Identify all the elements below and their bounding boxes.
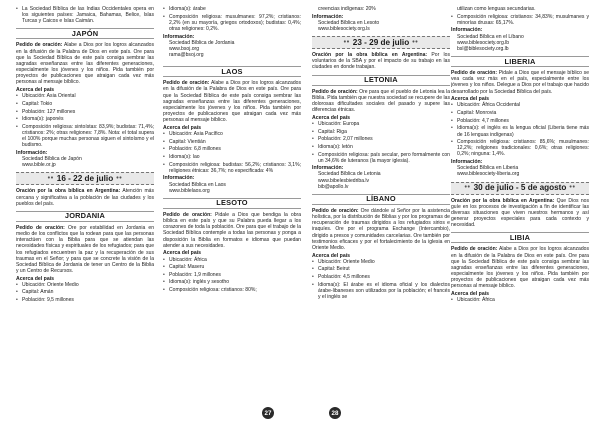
dots-right: •• <box>116 174 123 182</box>
facts-heading: Acerca del país <box>16 275 55 282</box>
fact-item: • Ubicación: Asia Oriental <box>16 93 154 99</box>
letonia-info <box>312 165 450 190</box>
prayer-text: Ore por estabilidad en Jordania en medio de los conflictos que la rodean para que las personas interactúen con la Biblia para que se atiendan las necesidades físicas y espirituales de los refugiados; para que los refugiados encuentren la paz y la recuperación de sus traumas en el Señor; y para que se concrete la visión de la Sociedad Bíblica de Jordania de tener un Centro de la Biblia y un Centro de Recursos. <box>16 224 154 274</box>
japon-prayer <box>16 42 154 85</box>
lesoto-prayer <box>163 212 301 249</box>
facts-heading: Acerca del país <box>312 252 351 259</box>
facts-heading: Acerca del país <box>16 87 55 94</box>
fact-item: • Población: 6,8 millones <box>163 146 301 152</box>
letonia-heading: LETONIA <box>312 75 450 86</box>
facts-heading: Acerca del país <box>312 114 351 121</box>
info-heading: Información: <box>312 165 344 172</box>
page-number-right: 28 <box>329 407 341 419</box>
argentina-prayer <box>312 52 450 70</box>
argentina-prayer <box>451 198 589 229</box>
fact-item: • Población: 4,7 millones <box>451 118 589 124</box>
prayer-label: Pedido de oración: <box>16 42 63 49</box>
liberia-heading: LIBERIA <box>451 56 589 67</box>
info-heading: Información: <box>451 159 483 166</box>
column-4 <box>451 6 589 305</box>
info-email[interactable]: rama@bsoj.org <box>169 52 204 59</box>
fact-item: • Capital: Amán <box>16 289 154 295</box>
fact-item: • Composición religiosa: cristianos: 85,6%; musulmanes: 12,2%; religiones tradicionales: 0,6%; otras religiones: 0,2%; ninguna: 1,4%. <box>451 139 589 157</box>
date-text: 16 - 22 de julio <box>56 173 114 183</box>
libano-info <box>451 27 589 52</box>
prayer-label: Pedido de oración: <box>451 70 498 77</box>
prayer-label: Pedido de oración: <box>312 207 359 214</box>
facts-heading: Acerca del país <box>451 290 490 297</box>
fact-item: • Ubicación: Oriente Medio <box>312 259 450 265</box>
fact-item: • Ubicación: África <box>451 297 589 303</box>
fact-item: • Ubicación: Asia Pacífico <box>163 131 301 137</box>
libano-heading: LÍBANO <box>312 194 450 205</box>
prayer-label: Pedido de oración: <box>451 246 498 253</box>
info-email[interactable]: bsl@biblesociety.org.lb <box>457 45 509 52</box>
date-text: 30 de julio - 5 de agosto <box>473 183 567 193</box>
date-band-30-julio-5-agosto <box>451 182 589 195</box>
fact-item: • Composición religiosa: budistas: 56,2%; cristianos: 3,1%; religiones étnicas: 36,7%; no especificada: 4% <box>163 162 301 174</box>
laos-info <box>163 175 301 193</box>
fact-tail: creencias indígenas: 20% <box>318 6 376 12</box>
info-line: Sociedad Bíblica de Letonia <box>318 171 381 178</box>
libia-heading: LIBIA <box>451 232 589 243</box>
fact-item: • Población: 127 millones <box>16 109 154 115</box>
argentina-label: Oración por la obra bíblica en Argentina: <box>16 188 121 195</box>
fact-item: • Ubicación: África <box>163 257 301 263</box>
prayer-text: Alabe a Dios por los logros alcanzados en la difusión de la Palabra de Dios en este país. Ore para que la Sociedad Bíblica de este país consiga sembrar las sagradas enseñanzas entre las diferentes generaciones, especialmente los jóvenes y los niños. Pida también por proyectos de publicaciones que atraigan cada vez más personas al mensaje bíblico. <box>163 80 301 124</box>
fact-item: • Composición religiosa: musulmanes: 97,2%; cristianos: 2,2% (en su mayoría, griegos ortodoxos); budistas: 0,4%; otras religiones: 0,2%. <box>163 14 301 32</box>
info-link[interactable]: www.biblesociety.org.ls <box>318 25 370 32</box>
fact-item: • Ubicación: África Occidental <box>451 102 589 108</box>
letonia-prayer <box>312 89 450 114</box>
prayer-text: Ore para que el pueblo de Letonia lea la Biblia. Pida también que nuestra sociedad se recupere de las dolorosas dificultades sociales del pasado y supere las diferencias étnicas. <box>312 88 450 114</box>
libano-prayer <box>312 208 450 251</box>
lesoto-info <box>312 14 450 32</box>
liberia-prayer <box>451 70 589 95</box>
fact-item: • Composición religiosa: país secular, pero formalmente con un 34,6% de luteranos (la mayor iglesia). <box>312 152 450 164</box>
column-1 <box>16 6 154 305</box>
prayer-label: Pedido de oración: <box>163 211 212 218</box>
liberia-info <box>451 159 589 177</box>
jordania-prayer <box>16 225 154 274</box>
dots-right: •• <box>569 184 576 192</box>
prayer-text: Alabe a Dios por los logros alcanzados en la difusión de la Palabra de Dios en este país. Ore para que la Sociedad Bíblica de este país consiga sembrar las sagradas enseñanzas entre las diferentes generaciones, especialmente los jóvenes y los niños. Pida también por proyectos de publicaciones que atraigan cada vez más personas al mensaje bíblico. <box>451 246 589 290</box>
jordania-info <box>163 34 301 59</box>
info-line: Sociedad Bíblica en Liberia <box>457 165 519 172</box>
lesoto-heading: LESOTO <box>163 198 301 209</box>
facts-heading: Acerca del país <box>163 124 202 131</box>
info-heading: Información: <box>163 175 195 182</box>
page-number-left: 27 <box>262 407 274 419</box>
dots-left: •• <box>464 184 471 192</box>
date-band-16-22-julio <box>16 172 154 185</box>
argentina-label: Oración por la obra bíblica en Argentina: <box>451 197 555 204</box>
fact-item: • Población: 1,9 millones <box>163 272 301 278</box>
fact-item: • Idioma(s): letón <box>312 144 450 150</box>
spacer <box>163 58 301 62</box>
prayer-label: Pedido de oración: <box>163 80 210 87</box>
japon-info <box>16 150 154 168</box>
prayer-text: Alabe a Dios por los logros alcanzados en la difusión de la Palabra de Dios en este país. Ore para que la Sociedad Bíblica de este país consiga sembrar las sagradas enseñanzas entre las diferentes generaciones, especialmente los jóvenes y los niños. Pida también por proyectos de publicaciones que atraigan cada vez más personas al mensaje bíblico. <box>16 42 154 86</box>
info-link[interactable]: www.bible.or.jp <box>22 162 56 169</box>
fact-item: • Capital: Riga <box>312 129 450 135</box>
info-line: Sociedad Bíblica en Lesoto <box>318 19 380 26</box>
info-line: Sociedad Bíblica de Jordania <box>169 39 235 46</box>
prayer-label: Pedido de oración: <box>312 88 358 95</box>
fact-item: • Capital: Vientián <box>163 139 301 145</box>
facts-heading: Acerca del país <box>451 96 490 103</box>
japon-heading: JAPÓN <box>16 28 154 39</box>
date-band-23-29-julio <box>312 36 450 49</box>
prayer-text: Ore dándole al Señor por la asistencia holística, por la distribución de Biblias y por los programas de recuperación de traumas dirigidos a los refugiados sirios e iraquíes. Ore por el programa Exchange (Intercambio), dirigido a presos y comunidades carcelarias. Ore también por testimonios eficaces y por el fortalecimiento de la iglesia en Oriente Medio. <box>312 207 450 251</box>
dots-left: •• <box>343 38 350 46</box>
column-2 <box>163 6 301 295</box>
date-text: 23 - 29 de julio <box>352 37 410 47</box>
info-link[interactable]: www.bsoj.org <box>169 45 200 52</box>
fact-item: • Ubicación: Oriente Medio <box>16 282 154 288</box>
info-heading: Información: <box>16 149 48 156</box>
argentina-text: Por los voluntarios de la SBA y por el impacto de su trabajo en las ciudades en donde trabajan. <box>312 52 450 71</box>
facts-heading: Acerca del país <box>163 250 202 257</box>
column-3 <box>312 6 450 302</box>
fact-item: • Idioma(s): árabe <box>163 6 301 12</box>
prayer-text: Pidale a Dios que bendiga la obra bíblica en este país y que su Palabra pueda llegar a los corazones de toda la población. Ore para que el trabajo de la Sociedad Bíblica contemple a todas las personas y ponga a disposición la Biblia en formatos e idiomas que puedan atender a sus necesidades. <box>163 211 301 249</box>
info-line: Sociedad Bíblica en el Líbano <box>457 33 524 40</box>
argentina-text: Que Dios nos guíe en los procesos de investigación a fin de identificar las diversas situaciones que viven nuestros hermanos y así generar proyectos especiales para cada contexto y necesidad. <box>451 197 589 229</box>
fact-item: • Ubicación: Europa <box>312 121 450 127</box>
fact-item: • Población: 4,5 millones <box>312 274 450 280</box>
fact-item: • Idioma(s): el inglés es la lengua oficial (Liberia tiene más de 16 lenguas indígenas) <box>451 125 589 137</box>
fact-item: • Idioma(s): lao <box>163 154 301 160</box>
fact-item: • Capital: Monrovia <box>451 110 589 116</box>
argentina-prayer <box>16 188 154 206</box>
info-link[interactable]: www.bibelesbiedriba.lv <box>318 177 370 184</box>
fact-item: • Idioma(s): japonés <box>16 116 154 122</box>
laos-heading: LAOS <box>163 66 301 77</box>
fact-item: • Capital: Tokio <box>16 101 154 107</box>
fact-item: • Capital: Beirut <box>312 266 450 272</box>
fact-item: • Idioma(s): El árabe es el idioma oficial y los dialectos árabe-libaneses son utilizados por la población; el francés y el inglés se <box>312 282 450 300</box>
jordania-heading: JORDANIA <box>16 211 154 222</box>
info-line: Sociedad Bíblica de Japón <box>22 156 82 163</box>
argentina-text: Atención más cercana y significativa a la población de las ciudades y los pueblos del país. <box>16 188 154 207</box>
fact-item: • Composición religiosa: cristianos: 34,83%; musulmanes y minorías drusas: 65,17%. <box>451 14 589 26</box>
libia-prayer <box>451 246 589 289</box>
dots-left: •• <box>47 174 54 182</box>
info-link[interactable]: www.biblesociety.org.lb <box>457 39 510 46</box>
west-indies-note: • La Sociedad Bíblica de las Indias Occidentales opera en los siguientes países: Jamaica, Bahamas, Belice, Islas Turcas y Caicos e Islas Caimán. <box>16 6 154 24</box>
prayer-text: Pidale a Dios que el mensaje bíblico se vea cada vez más en el país, especialmente entre los jóvenes y los niños. Delegue a Dios por el trabajo que hacido desarrollado por la Sociedad Bíblica del país. <box>451 70 589 95</box>
fact-item: • Idioma(s): inglés y sesotho <box>163 279 301 285</box>
info-line: Sociedad Bíblica en Laos <box>169 181 226 188</box>
fact-item: • Población: 2,07 millones <box>312 136 450 142</box>
fact-item: • Capital: Maseru <box>163 264 301 270</box>
info-link[interactable]: www.biblesociety-liberia.org <box>457 171 520 178</box>
info-heading: Información: <box>312 13 344 20</box>
info-link[interactable]: www.biblelaos.org <box>169 187 210 194</box>
dots-right: •• <box>412 38 419 46</box>
fact-tail: utilizan como lenguas secundarias. <box>457 6 536 12</box>
prayer-label: Pedido de oración: <box>16 224 65 231</box>
argentina-label: Oración por la obra bíblica en Argentina: <box>312 52 428 59</box>
fact-item: • Composición religiosa: cristianos: 80%; <box>163 287 301 293</box>
info-heading: Información: <box>163 33 195 40</box>
info-email[interactable]: bib@apollo.lv <box>318 183 349 190</box>
info-heading: Información: <box>451 27 483 34</box>
fact-item: • Composición religiosa: sintoístas: 83,9%; budistas: 71,4%; cristianos: 2%; otras religiones: 7,8%. Nota: el total supera el 100% porque muchas personas siguen el sintoísmo y el budismo. <box>16 124 154 149</box>
fact-item: • Población: 9,5 millones <box>16 297 154 303</box>
laos-prayer <box>163 80 301 123</box>
